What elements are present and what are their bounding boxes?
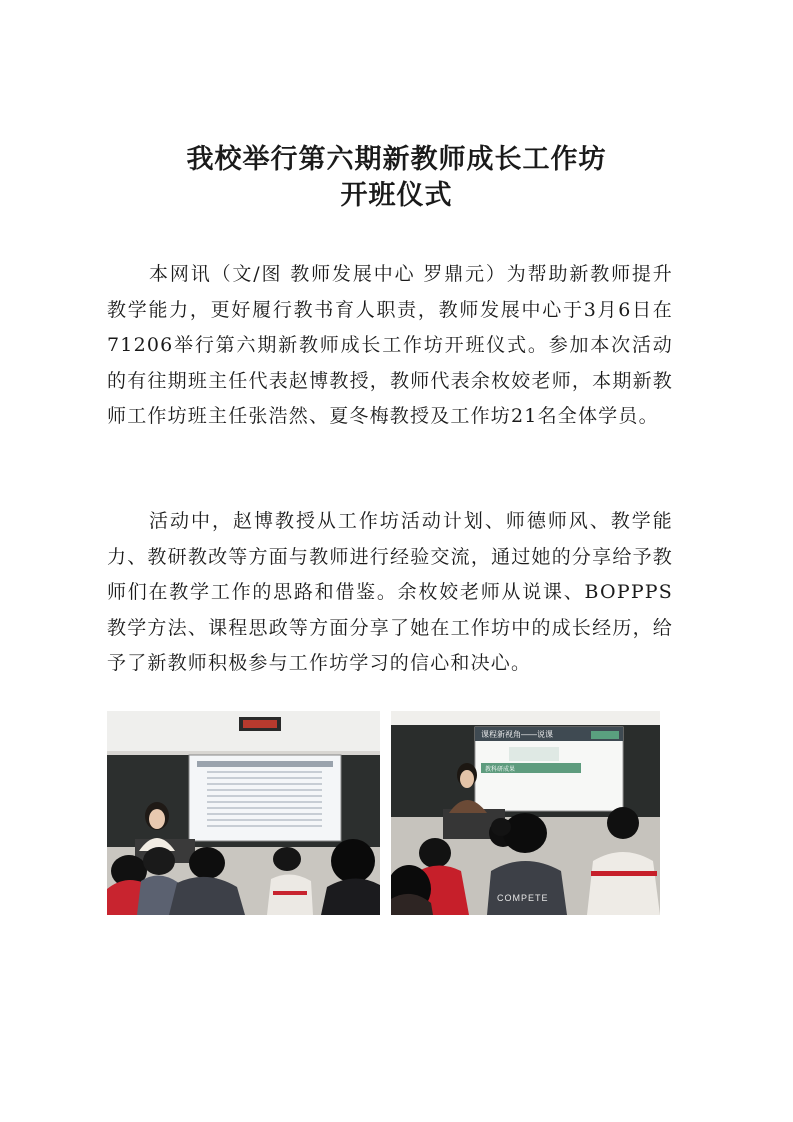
right-screen-title: 课程新视角——说课 xyxy=(481,730,553,739)
paragraph-2: 活动中，赵博教授从工作坊活动计划、师德师风、教学能力、教研教改等方面与教师进行经验交流，通过她的分享给予教师们在教学工作的思路和借鉴。余枚姣老师从说课、BOPPPS教学方法、课程思政等方面分享了她在工作坊中的成长经历，给予了新教师积极参与工作坊学习的信心和决心。 xyxy=(107,510,673,675)
photo-classroom-right xyxy=(391,711,660,915)
title-line-1: 我校举行第六期新教师成长工作坊 xyxy=(186,144,607,175)
photo-classroom-left xyxy=(107,711,380,915)
title-line-2: 开班仪式 xyxy=(340,180,453,211)
paragraph-1: 本网讯（文/图 教师发展中心 罗鼎元）为帮助新教师提升教学能力，更好履行教书育人职责，教师发展中心于3月6日在71206举行第六期新教师成长工作坊开班仪式。参加本次活动的有往期班主任代表赵博教授，教师代表余枚姣老师，本期新教师工作坊班主任张浩然、夏冬梅教授及工作坊21名全体学员。 xyxy=(107,263,673,428)
jacket-text: COMPETE xyxy=(497,893,549,903)
article-title xyxy=(0,142,793,214)
right-screen-button: 教科研成果 xyxy=(485,767,516,773)
